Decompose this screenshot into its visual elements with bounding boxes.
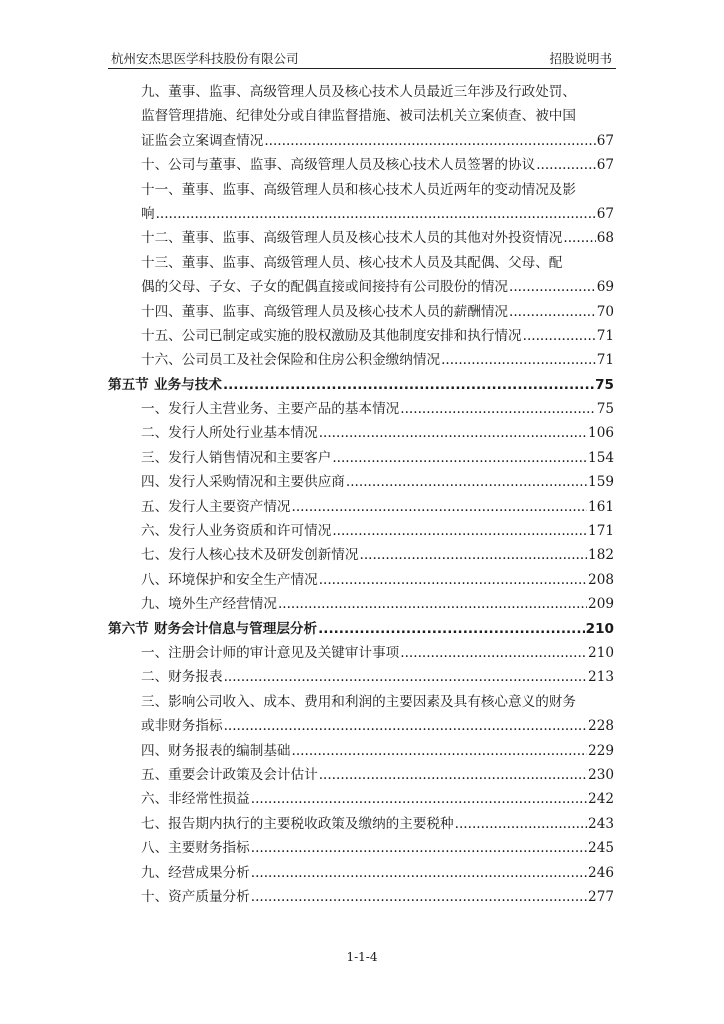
- toc-entry-title: 一、发行人主营业务、主要产品的基本情况: [141, 401, 400, 418]
- page-number: 1-1-4: [346, 950, 378, 964]
- toc-entry[interactable]: [108, 885, 614, 909]
- toc-section-heading[interactable]: [108, 373, 614, 397]
- dot-leader: [264, 129, 595, 153]
- dot-leader: [251, 885, 587, 909]
- toc-page-number: 208: [588, 571, 614, 588]
- header-company-name: 杭州安杰思医学科技股份有限公司: [111, 51, 299, 66]
- toc-entry-title: 响: [141, 205, 155, 222]
- toc-page-number: 161: [588, 498, 614, 515]
- dot-leader: [400, 397, 595, 421]
- toc-page-number: 70: [596, 303, 614, 320]
- dot-leader: [332, 446, 587, 470]
- toc-page-number: 210: [588, 644, 614, 661]
- section-title: 业务与技术: [154, 376, 222, 393]
- toc-page-number: 71: [596, 352, 614, 369]
- dot-leader: [278, 592, 587, 616]
- toc-page-number: 209: [588, 596, 614, 613]
- section-title: 财务会计信息与管理层分析: [154, 620, 318, 637]
- header-divider: [108, 68, 616, 69]
- toc-entry[interactable]: [108, 519, 614, 543]
- dot-leader: [224, 714, 587, 738]
- toc-section-heading[interactable]: [108, 617, 614, 641]
- toc-entry-title: 九、经营成果分析: [141, 864, 250, 881]
- dot-leader: [318, 617, 584, 641]
- toc-page-number: 67: [596, 205, 614, 222]
- toc-entry[interactable]: [108, 153, 614, 177]
- toc-page-number: 246: [588, 864, 614, 881]
- dot-leader: [156, 202, 596, 226]
- table-of-contents: [108, 80, 614, 909]
- toc-entry[interactable]: [108, 348, 614, 372]
- toc-page-number: 228: [588, 718, 614, 735]
- toc-entry-title: 一、注册会计师的审计意见及关键审计事项: [141, 644, 400, 661]
- toc-entry-line[interactable]: 十三、董事、监事、高级管理人员、核心技术人员及其配偶、父母、配: [141, 254, 563, 271]
- dot-leader: [509, 275, 596, 299]
- toc-entry-title: 十五、公司已制定或实施的股权激励及其他制度安排和执行情况: [141, 327, 522, 344]
- dot-leader: [455, 812, 587, 836]
- toc-entry[interactable]: [108, 543, 614, 567]
- toc-page-number: 245: [588, 840, 614, 857]
- page-header: [108, 49, 616, 69]
- dot-leader: [509, 300, 596, 324]
- toc-page-number: 213: [588, 669, 614, 686]
- toc-page-number: 242: [588, 791, 614, 808]
- section-number: 第六节: [108, 620, 149, 637]
- toc-entry-title: 六、非经常性损益: [141, 791, 250, 808]
- toc-entry-title: 五、发行人主要资产情况: [141, 498, 291, 515]
- toc-entry-line[interactable]: 监督管理措施、纪律处分或自律监督措施、被司法机关立案侦查、被中国: [141, 108, 576, 125]
- toc-entry-line[interactable]: 九、董事、监事、高级管理人员及核心技术人员最近三年涉及行政处罚、: [141, 84, 576, 100]
- toc-entry[interactable]: [108, 421, 614, 445]
- toc-entry-title: 偶的父母、子女、子女的配偶直接或间接持有公司股份的情况: [141, 279, 509, 296]
- toc-entry-title: 八、主要财务指标: [141, 840, 250, 857]
- toc-entry-title: 或非财务指标: [141, 718, 223, 735]
- dot-leader: [292, 739, 588, 763]
- header-document-type: 招股说明书: [549, 51, 612, 66]
- toc-entry[interactable]: [108, 300, 614, 324]
- toc-page-number: 75: [596, 401, 614, 418]
- toc-entry[interactable]: [108, 568, 614, 592]
- toc-entry-title: 四、发行人采购情况和主要供应商: [141, 474, 345, 491]
- toc-page-number: 229: [588, 742, 614, 759]
- toc-entry-title: 二、财务报表: [141, 669, 223, 686]
- toc-page-number: 69: [596, 279, 614, 296]
- dot-leader: [292, 495, 588, 519]
- dot-leader: [251, 861, 587, 885]
- toc-entry-title: 十、资产质量分析: [141, 888, 250, 905]
- toc-entry-title: 十四、董事、监事、高级管理人员及核心技术人员的薪酬情况: [141, 303, 509, 320]
- toc-entry-title: 五、重要会计政策及会计估计: [141, 766, 318, 783]
- toc-page-number: 67: [596, 132, 614, 149]
- toc-entry-title: 七、发行人核心技术及研发创新情况: [141, 547, 359, 564]
- toc-entry[interactable]: [108, 592, 614, 616]
- toc-entry[interactable]: [108, 787, 614, 811]
- toc-page-number: 71: [596, 327, 614, 344]
- toc-entry-title: 九、境外生产经营情况: [141, 596, 277, 613]
- toc-entry[interactable]: [108, 812, 614, 836]
- toc-entry[interactable]: [108, 641, 614, 665]
- dot-leader: [319, 763, 587, 787]
- dot-leader: [251, 787, 587, 811]
- dot-leader: [523, 324, 596, 348]
- toc-entry-title: 六、发行人业务资质和许可情况: [141, 523, 332, 540]
- dot-leader: [332, 519, 587, 543]
- toc-entry-line[interactable]: 十一、董事、监事、高级管理人员和核心技术人员近两年的变动情况及影: [141, 181, 576, 198]
- dot-leader: [400, 641, 587, 665]
- toc-entry[interactable]: [108, 397, 614, 421]
- toc-entry[interactable]: [108, 861, 614, 885]
- toc-entry[interactable]: [108, 446, 614, 470]
- toc-entry-title: 证监会立案调查情况: [141, 132, 264, 149]
- dot-leader: [360, 543, 588, 567]
- toc-page-number: 210: [585, 620, 614, 637]
- dot-leader: [563, 226, 595, 250]
- toc-entry[interactable]: [108, 202, 614, 226]
- toc-entry-title: 七、报告期内执行的主要税收政策及缴纳的主要税种: [141, 815, 454, 832]
- toc-entry[interactable]: [108, 836, 614, 860]
- toc-entry-title: 八、环境保护和安全生产情况: [141, 571, 318, 588]
- toc-page-number: 159: [588, 474, 614, 491]
- toc-entry[interactable]: [108, 714, 614, 738]
- toc-entry-title: 四、财务报表的编制基础: [141, 742, 291, 759]
- toc-entry[interactable]: [108, 495, 614, 519]
- toc-page-number: 277: [588, 888, 614, 905]
- toc-page-number: 68: [596, 230, 614, 247]
- dot-leader: [223, 373, 594, 397]
- toc-page-number: 154: [588, 449, 614, 466]
- toc-entry[interactable]: [108, 226, 614, 250]
- toc-page-number: 182: [588, 547, 614, 564]
- dot-leader: [251, 836, 587, 860]
- toc-page-number: 230: [588, 766, 614, 783]
- toc-entry-title: 三、发行人销售情况和主要客户: [141, 449, 332, 466]
- dot-leader: [441, 348, 596, 372]
- toc-entry[interactable]: [108, 470, 614, 494]
- toc-entry[interactable]: [108, 324, 614, 348]
- toc-page-number: 67: [596, 157, 614, 174]
- toc-entry[interactable]: [108, 739, 614, 763]
- toc-entry-title: 十六、公司员工及社会保险和住房公积金缴纳情况: [141, 352, 441, 369]
- dot-leader: [346, 470, 587, 494]
- toc-page-number: 243: [588, 815, 614, 832]
- toc-entry[interactable]: [108, 129, 614, 153]
- toc-entry[interactable]: [108, 275, 614, 299]
- toc-entry-title: 十二、董事、监事、高级管理人员及核心技术人员的其他对外投资情况: [141, 230, 563, 247]
- toc-entry[interactable]: [108, 665, 614, 689]
- toc-entry-line[interactable]: 三、影响公司收入、成本、费用和利润的主要因素及具有核心意义的财务: [141, 693, 576, 710]
- toc-entry[interactable]: [108, 763, 614, 787]
- toc-page-number: 75: [595, 376, 614, 393]
- dot-leader: [319, 421, 587, 445]
- section-number: 第五节: [108, 376, 149, 393]
- dot-leader: [536, 153, 595, 177]
- dot-leader: [319, 568, 587, 592]
- toc-entry-title: 十、公司与董事、监事、高级管理人员及核心技术人员签署的协议: [141, 157, 536, 174]
- toc-page-number: 106: [588, 425, 614, 442]
- dot-leader: [224, 665, 587, 689]
- toc-entry-title: 二、发行人所处行业基本情况: [141, 425, 318, 442]
- toc-page-number: 171: [588, 523, 614, 540]
